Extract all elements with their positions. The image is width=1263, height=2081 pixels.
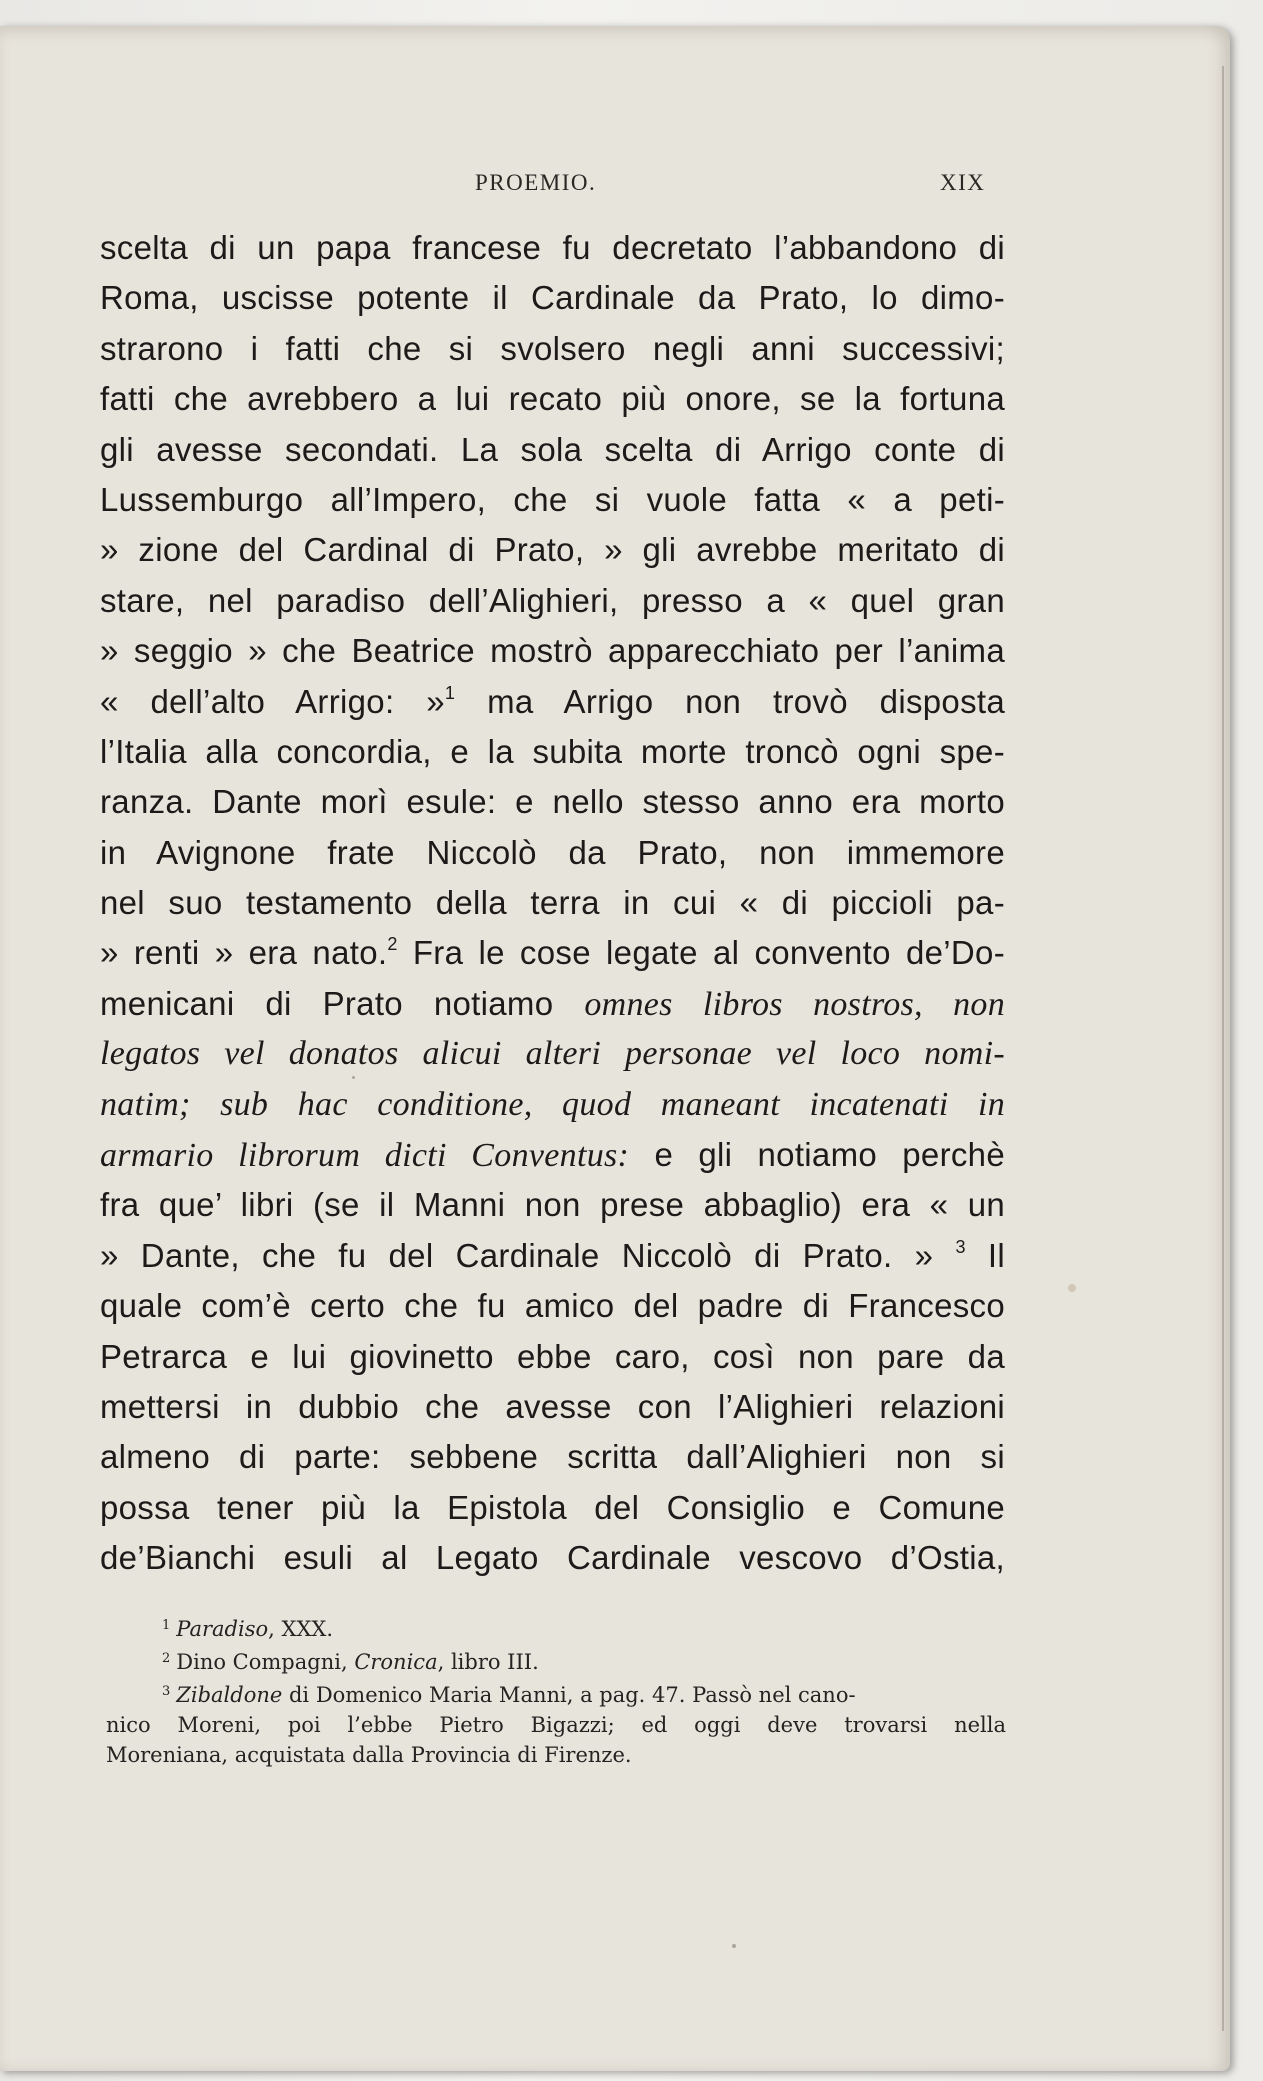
text-line: possa tener più la Epistola del Consiglio e Comune [100,1488,1005,1526]
footnote-mark: 1 [162,1618,171,1633]
footnote-title: Paradiso [176,1617,269,1641]
text-line: strarono i fatti che si svolsero negli anni successivi; [100,329,1005,367]
text-line: Lussemburgo all’Impero, che si vuole fatta « a peti- [100,480,1005,518]
text-line [100,1130,1005,1180]
text-line: de’Bianchi esuli al Legato Cardinale vescovo d’Ostia, [100,1539,1005,1577]
footnote-2 [106,1644,1006,1677]
page-number: XIX [940,170,986,195]
footnote-title: Zibaldone [176,1683,283,1707]
text-line: quale com’è certo che fu amico del padre di Francesco [100,1287,1005,1325]
text-line: mettersi in dubbio che avesse con l’Alighieri relazioni [100,1387,1005,1425]
text-line: gli avesse secondati. La sola scelta di Arrigo conte di [100,430,1005,468]
footnote-title: Cronica [354,1650,438,1674]
text-segment: menicani di Prato notiamo [100,984,554,1022]
text-line [100,677,1005,727]
text-line: l’Italia alla concordia, e la subita morte troncò ogni spe- [100,732,1005,770]
footnote-3 [106,1677,1006,1710]
footnote-1 [106,1611,1006,1644]
text-segment: « dell’alto Arrigo: » [100,682,445,720]
latin-quote-line: natim; sub hac conditione, quod maneant incatenati in [100,1085,1005,1123]
footnote-mark: 3 [162,1684,171,1699]
latin-quote: armario librorum dicti Conventus: [100,1137,630,1175]
text-line: » seggio » che Beatrice mostrò apparecchiato per l’anima [100,632,1005,670]
paper-speck [732,1944,736,1948]
paper-speck [352,1076,355,1079]
footnote-ref: 2 [387,934,398,955]
text-line: fra que’ libri (se il Manni non prese abbaglio) era « un [100,1186,1005,1224]
text-line: stare, nel paradiso dell’Alighieri, presso a « quel gran [100,581,1005,619]
footnote-3-line-3: Moreniana, acquistata dalla Provincia di Firenze. [106,1743,632,1767]
text-line: Roma, uscisse potente il Cardinale da Prato, lo dimo- [100,279,1005,317]
paper-speck [1068,1284,1076,1292]
footnote-text: Dino Compagni, [176,1650,355,1674]
text-line: nel suo testamento della terra in cui « di piccioli pa- [100,884,1005,922]
text-segment: e gli notiamo perchè [654,1136,1005,1174]
text-line: Petrarca e lui giovinetto ebbe caro, così non pare da [100,1337,1005,1375]
footnote-text: di Domenico Maria Manni, a pag. 47. Passò nel cano- [282,1683,856,1707]
latin-quote-line: legatos vel donatos alicui alteri personae vel loco nomi- [100,1035,1005,1073]
running-title: PROEMIO. [475,170,597,195]
text-line [100,979,1005,1029]
text-segment: Fra le cose legate al convento de’Do- [412,934,1006,972]
text-line: in Avignone frate Niccolò da Prato, non immemore [100,833,1005,871]
text-line [100,928,1005,978]
text-line: almeno di parte: sebbene scritta dall’Alighieri non si [100,1438,1005,1476]
text-line: scelta di un papa francese fu decretato l’abbandono di [100,229,1005,266]
text-line [100,1231,1005,1281]
footnote-mark: 2 [162,1651,171,1666]
text-segment: Il [987,1236,1006,1274]
footnote-ref: 1 [444,682,456,703]
body-text [100,223,1005,1584]
footnote-3-line-2: nico Moreni, poi l’ebbe Pietro Bigazzi; ed oggi deve trovarsi nella [106,1713,1006,1737]
footnote-ref: 3 [955,1236,966,1257]
footnotes [106,1611,1006,1770]
text-line: fatti che avrebbero a lui recato più onore, se la fortuna [100,380,1005,418]
footnote-text: , libro III. [437,1650,539,1674]
text-line: ranza. Dante morì esule: e nello stesso anno era morto [100,783,1005,821]
text-line: » zione del Cardinal di Prato, » gli avrebbe meritato di [100,531,1005,569]
book-page [0,26,1230,2071]
text-segment: » renti » era nato. [100,934,388,972]
latin-quote: omnes libros nostros, non [584,985,1006,1023]
page-header [0,170,1230,200]
text-segment: » Dante, che fu del Cardinale Niccolò di Prato. » [100,1236,934,1274]
text-segment: ma Arrigo non trovò disposta [487,682,1005,720]
footnote-text: , XXX. [268,1617,334,1641]
